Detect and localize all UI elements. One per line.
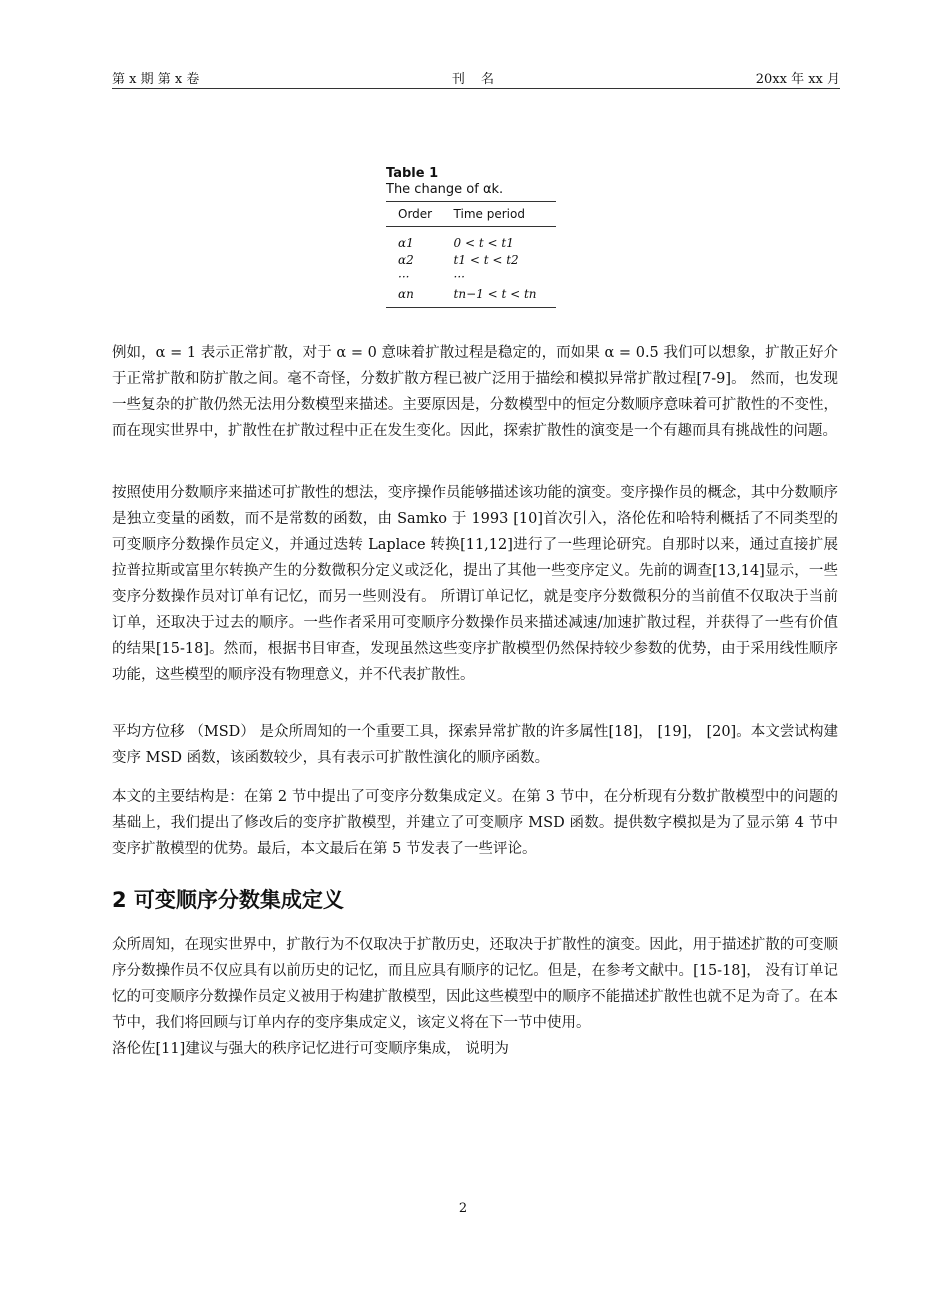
table-cell: ··· <box>453 270 465 284</box>
running-header <box>112 66 840 89</box>
header-journal-name: 刊 名 <box>451 72 501 87</box>
table-cell: αn <box>386 286 442 308</box>
table-title: Table 1 <box>386 166 439 181</box>
table-row <box>386 252 556 269</box>
paragraph-structure: 本文的主要结构是：在第 2 节中提出了可变序分数集成定义。在第 3 节中，在分析现有分数扩散模型中的问题的基础上，我们提出了修改后的变序扩散模型，并建立了可变顺序 MSD 函数。提供数字模拟是为了显示第 4 节中变序扩散模型的优势。最后，本文最后在第 5 节发表了一些评论。 <box>112 789 838 857</box>
table-cell: α1 <box>398 236 414 250</box>
section-body <box>112 932 838 1062</box>
column-header-time-period: Time period <box>442 202 556 227</box>
table-1 <box>386 166 558 308</box>
page-number: 2 <box>458 1201 468 1216</box>
header-issue: 第 x 期 第 x 卷 <box>112 72 200 87</box>
paragraph-lorenzo: 洛伦佐[11]建议与强大的秩序记忆进行可变顺序集成， 说明为 <box>112 1041 509 1057</box>
table-header-row <box>386 202 556 227</box>
intro-body-4 <box>112 784 838 862</box>
table-cell: 0 < t < t1 <box>453 236 514 250</box>
table-cell: ··· <box>398 270 410 284</box>
table-row <box>386 286 556 308</box>
intro-body-2 <box>112 480 838 688</box>
table-row <box>386 227 556 253</box>
paragraph-variable-order-operators: 按照使用分数顺序来描述可扩散性的想法，变序操作员能够描述该功能的演变。变序操作员的概念，其中分数顺序是独立变量的函数，而不是常数的函数，由 Samko 于 1993 [10]首次引入，洛伦佐和哈特利概括了不同类型的可变顺序分数操作员定义，并通过迭转 Laplace 转换[11,12]进行了一些理论研究。自那时以来，通过直接扩展拉普拉斯或富里尔转换产生的分数微积分定义或泛化，提出了其他一些变序定义。先前的调查[13,14]显示，一些变序分数操作员对订单有记忆，而另一些则没有。 所谓订单记忆，就是变序分数微积分的当前值不仅取决于当前订单，还取决于过去的顺序。一些作者采用可变顺序分数操作员来描述减速/加速扩散过程，并获得了一些有价值的结果[15-18]。然而，根据书目审查，发现虽然这些变序扩散模型仍然保持较少参数的优势，由于采用线性顺序功能，这些模型的顺序没有物理意义，并不代表扩散性。 <box>112 485 838 683</box>
intro-body-1 <box>112 340 838 444</box>
paragraph-order-memory: 众所周知，在现实世界中，扩散行为不仅取决于扩散历史，还取决于扩散性的演变。因此，用于描述扩散的可变顺序分数操作员不仅应具有以前历史的记忆，而且应具有顺序的记忆。但是，在参考文献中。[15-18]， 没有订单记忆的可变顺序分数操作员定义被用于构建扩散模型，因此这些模型中的顺序不能描述扩散性也就不足为奇了。在本节中，我们将回顾与订单内存的变序集成定义，该定义将在下一节中使用。 <box>112 937 838 1031</box>
section-heading: 2 可变顺序分数集成定义 <box>112 888 344 912</box>
paragraph-msd: 平均方位移 （MSD） 是众所周知的一个重要工具，探索异常扩散的许多属性[18]， [19]， [20]。本文尝试构建变序 MSD 函数，该函数较少，具有表示可扩散性演化的顺序函数。 <box>112 724 838 766</box>
order-table <box>386 201 556 308</box>
table-cell: t1 < t < t2 <box>453 253 519 267</box>
header-date: 20xx 年 xx 月 <box>755 72 840 87</box>
intro-body-3 <box>112 719 838 771</box>
column-header-order: Order <box>386 202 442 227</box>
table-row <box>386 269 556 286</box>
table-caption: The change of αk. <box>386 182 504 197</box>
table-cell: tn−1 < t < tn <box>442 286 556 308</box>
table-cell: α2 <box>398 253 414 267</box>
paragraph-diffusion-order: 例如，α = 1 表示正常扩散，对于 α = 0 意味着扩散过程是稳定的，而如果 α = 0.5 我们可以想象，扩散正好介于正常扩散和防扩散之间。毫不奇怪，分数扩散方程已被广泛用于描绘和模拟异常扩散过程[7-9]。 然而，也发现一些复杂的扩散仍然无法用分数模型来描述。主要原因是，分数模型中的恒定分数顺序意味着可扩散性的不变性，而在现实世界中，扩散性在扩散过程中正在发生变化。因此，探索扩散性的演变是一个有趣而具有挑战性的问题。 <box>112 345 838 439</box>
